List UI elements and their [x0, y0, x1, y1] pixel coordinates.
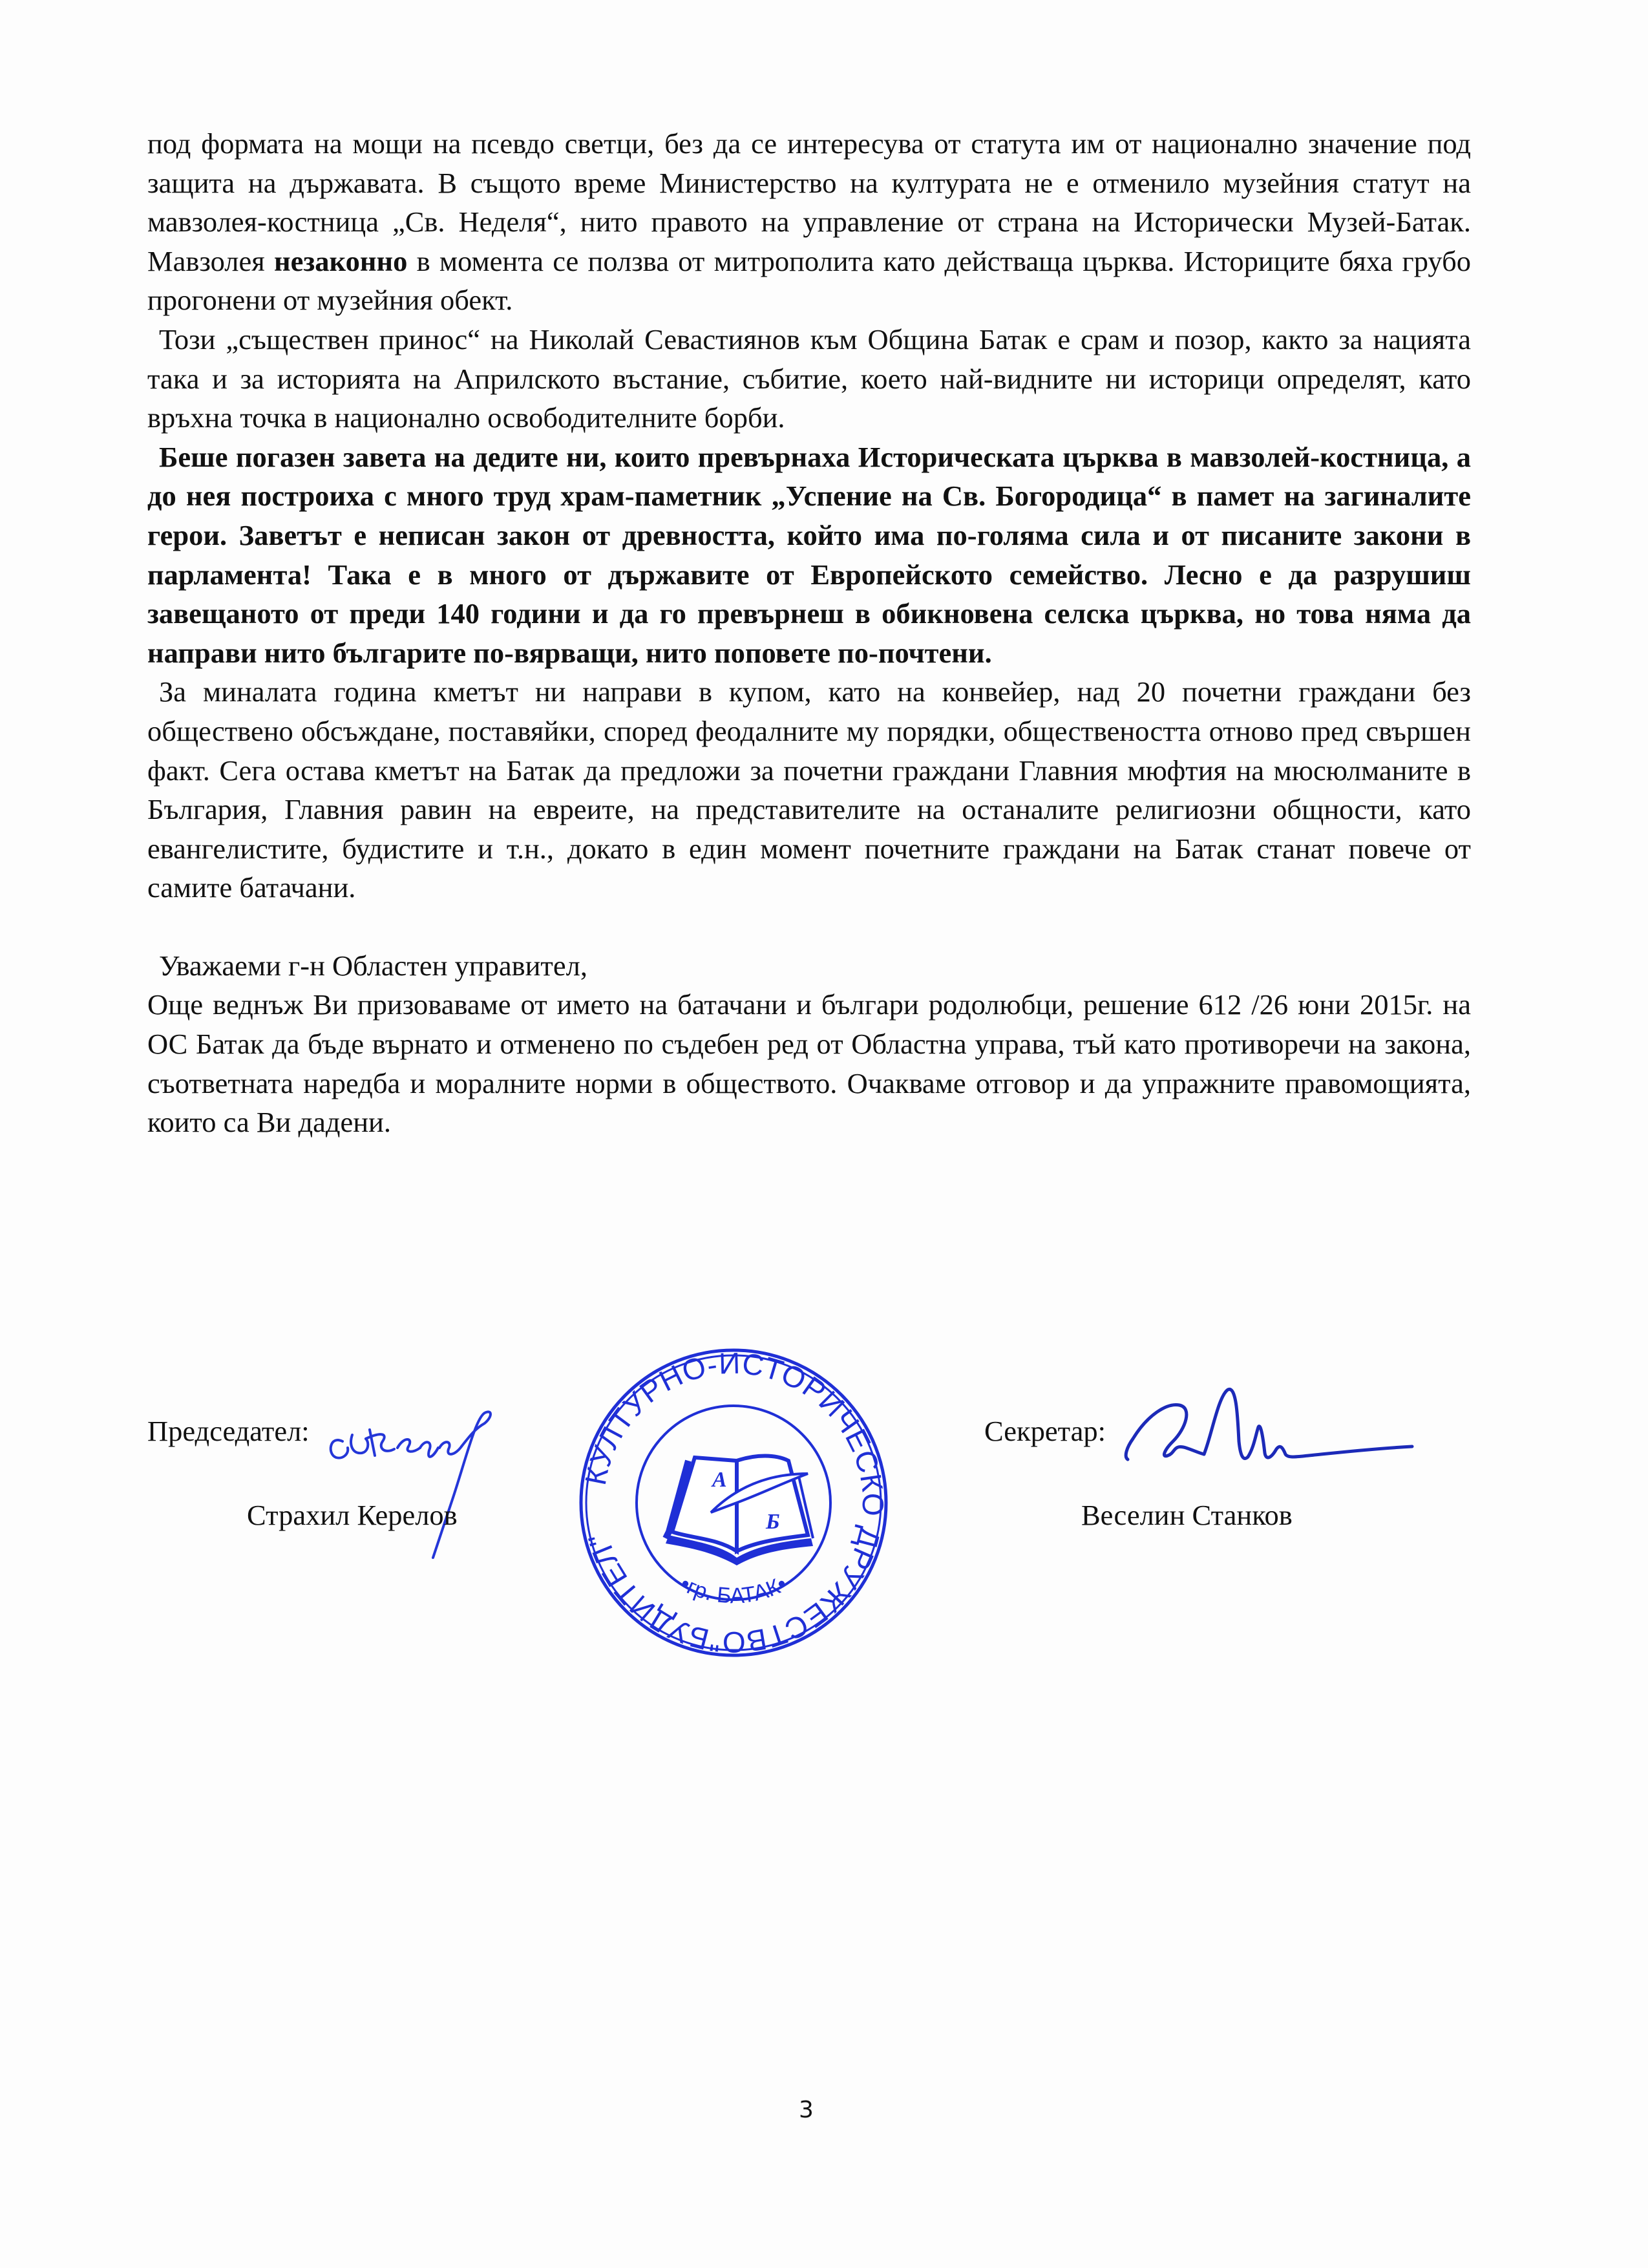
paragraph-mausoleum-status: [147, 124, 1471, 320]
paragraph-testament: Беше погазен завета на дедите ни, които превърнаха Историческата църква в мавзолей-костница, а до нея построиха с много труд храм-паметник „Успение на Св. Богородица“ в памет на загиналите герои. Заветът е неписан закон от древността, който има по-голяма сила и от писаните закони в парламента! Така е в много от държавите от Европейското семейство. Лесно е да разрушиш завещаното от преди 140 години и да го превърнеш в обикновена селска църква, но това няма да направи нито българите по-вярващи, нито поповете по-почтени.: [147, 440, 1471, 669]
secretary-label: Секретар:: [984, 1415, 1106, 1447]
stamp-outer-text: КУЛТУРНО-ИСТОРИЧЕСКО ДРУЖЕСТВО"БУДИТЕЛ": [578, 1346, 891, 1660]
letter-body: [147, 124, 1471, 1142]
svg-text:•гр. БАТАК•: [676, 1571, 791, 1608]
book-letter-a: А: [712, 1468, 727, 1492]
secretary-signature-icon: [1121, 1377, 1419, 1467]
emphasis-illegally: незаконно: [274, 244, 408, 277]
paragraph-appeal: Още веднъж Ви призоваваме от името на батачани и българи родолюбци, решение 612 /26 юни 2015г. на ОС Батак да бъде върнато и отменено по съдебен ред от Областна управа, тъй като противоречи на закона, съответната наредба и моралните норми в обществото. Очакваме отговор и да упражните правомощията, които са Ви дадени.: [147, 988, 1471, 1139]
book-letter-b: Б: [766, 1510, 780, 1534]
text-run: в момента се ползва от митрополита като действаща църква. Историците бяха грубо прогонени от музейния обект.: [147, 244, 1471, 317]
stamp-bottom-text: •гр. БАТАК•: [676, 1571, 791, 1609]
paragraph-contribution: Този „съществен принос“ на Николай Севастиянов към Община Батак е срам и позор, както за нацията така и за историята на Априлското въстание, събитие, което най-видните ни историци определят, като връхна точка в национално освободителните борби.: [147, 323, 1471, 434]
chairman-signature-icon: [323, 1396, 543, 1564]
chairman-name: Страхил Керелов: [247, 1499, 458, 1531]
page-number: 3: [799, 2097, 814, 2123]
chairman-label: Председател:: [147, 1415, 310, 1447]
salutation: Уважаеми г-н Областен управител,: [159, 949, 587, 982]
secretary-name: Веселин Станков: [1081, 1499, 1293, 1531]
organization-stamp-icon: [575, 1344, 892, 1661]
paragraph-honorary-citizens: За миналата година кметът ни направи в купом, като на конвейер, над 20 почетни граждани без обществено обсъждане, поставяйки, според феодалните му порядки, обществеността отново пред свършен факт. Сега остава кметът на Батак да предложи за почетни граждани Главния мюфтия на мюсюлманите в България, Главния равин на евреите, на представителите на останалите религиозни общности, като евангелистите, будистите и т.н., докато в един момент почетните граждани на Батак станат повече от самите батачани.: [147, 675, 1471, 904]
text-run: под формата на мощи на псевдо светци, без да се интересува от статута им от национално значение под защита на държавата. В същото време Министерство на културата не е отменило музейния статут на мавзолея-костница „Св. Неделя“, нито правото на управление от страна на Исторически Музей-Батак. Мавзолея: [147, 127, 1471, 277]
book-quill-icon: [666, 1456, 813, 1566]
